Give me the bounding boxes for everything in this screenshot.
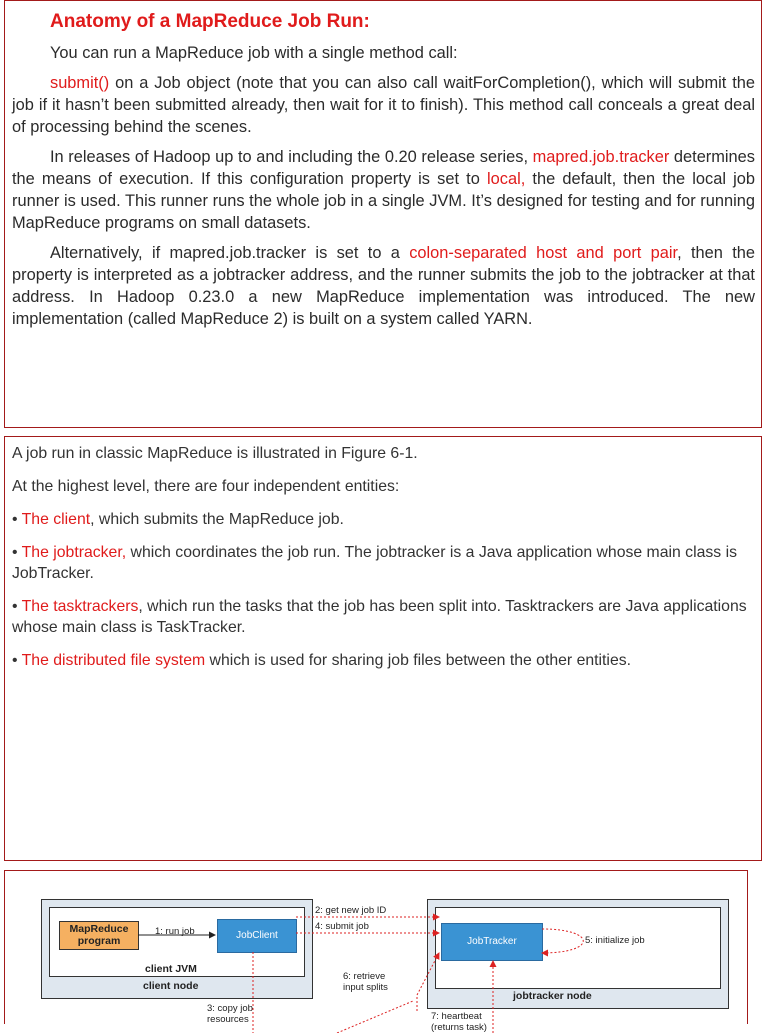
submit-paragraph [12, 72, 755, 138]
bullet-marker: • [12, 511, 22, 528]
bullet-highlight: The jobtracker, [21, 544, 127, 561]
bullet-jobtracker [12, 542, 755, 584]
figure-reference: A job run in classic MapReduce is illustrated in Figure 6-1. [12, 445, 418, 462]
submit-highlight: submit() [50, 74, 110, 92]
mapreduce-job-run-diagram [37, 893, 737, 1033]
bullet-tasktrackers [12, 596, 755, 638]
host-port-highlight: colon-separated host and port pair [409, 244, 678, 262]
bullet-client [12, 509, 755, 530]
jobtracker-node-label: jobtracker node [513, 990, 592, 1002]
local-highlight: local, [487, 170, 526, 188]
step6-label: 6: retrieve input splits [343, 971, 388, 993]
bullet-text: which is used for sharing job files between the other entities. [205, 652, 632, 669]
bullet-marker: • [12, 652, 22, 669]
section-title: Anatomy of a MapReduce Job Run: [50, 11, 370, 32]
alternatively-rest: , then the property is interpreted as a jobtracker address, and the runner submits the job to the jobtracker at that address. In Hadoop 0.23.0 a new MapReduce implementation was introduced. The new implementation (called MapReduce 2) is built on a system called YARN. [12, 244, 755, 328]
alternatively-paragraph [12, 242, 755, 330]
diagram-arrows [37, 893, 737, 1033]
step5-label: 5: initialize job [585, 935, 645, 946]
client-node-label: client node [143, 980, 199, 992]
client-jvm-label: client JVM [145, 963, 197, 975]
step1-label: 1: run job [155, 926, 195, 937]
bullet-marker: • [12, 598, 22, 615]
arrow-initialize-job [542, 929, 583, 953]
bullet-text: , which run the tasks that the job has been split into. Tasktrackers are Java applications whose main class is TaskTracker. [12, 598, 747, 636]
releases-paragraph [12, 146, 755, 234]
anatomy-panel [4, 0, 762, 428]
bullet-text: which coordinates the job run. The jobtracker is a Java application whose main class is JobTracker. [12, 544, 737, 582]
intro-paragraph: You can run a MapReduce job with a single method call: [50, 44, 458, 62]
entities-panel [4, 436, 762, 861]
mapreduce-program-box: MapReduce program [59, 921, 139, 950]
jobclient-box: JobClient [217, 919, 297, 953]
arrow-retrieve-splits [417, 953, 439, 1011]
jobtracker-box: JobTracker [441, 923, 543, 961]
jobtracker-property-highlight: mapred.job.tracker [532, 148, 670, 166]
bullet-highlight: The distributed file system [21, 652, 206, 669]
alternatively-pre: Alternatively, if mapred.job.tracker is set to a [50, 244, 410, 262]
bullet-highlight: The client [21, 511, 91, 528]
step3-label: 3: copy job resources [207, 1003, 253, 1025]
bullet-text: , which submits the MapReduce job. [90, 511, 344, 528]
releases-rest: the default, then the local job runner is used. This runner runs the whole job in a single JVM. It’s designed for testing and for running MapReduce programs on small datasets. [12, 170, 755, 232]
step4-label: 4: submit job [315, 921, 369, 932]
entities-intro: At the highest level, there are four independent entities: [12, 478, 400, 495]
step7-label: 7: heartbeat (returns task) [431, 1011, 487, 1033]
arrow-splits-lower [337, 1001, 413, 1033]
releases-mid: determines the means of execution. If this configuration property is set to [12, 148, 755, 188]
bullet-marker: • [12, 544, 22, 561]
step2-label: 2: get new job ID [315, 905, 387, 916]
submit-text: on a Job object (note that you can also call waitForCompletion(), which will submit the job if it hasn’t been submitted already, then wait for it to finish). This method call conceals a great deal of processing behind the scenes. [12, 74, 755, 136]
bullet-highlight: The tasktrackers [21, 598, 139, 615]
releases-pre: In releases of Hadoop up to and including the 0.20 release series, [50, 148, 533, 166]
bullet-dfs [12, 650, 755, 671]
diagram-panel [4, 870, 748, 1033]
